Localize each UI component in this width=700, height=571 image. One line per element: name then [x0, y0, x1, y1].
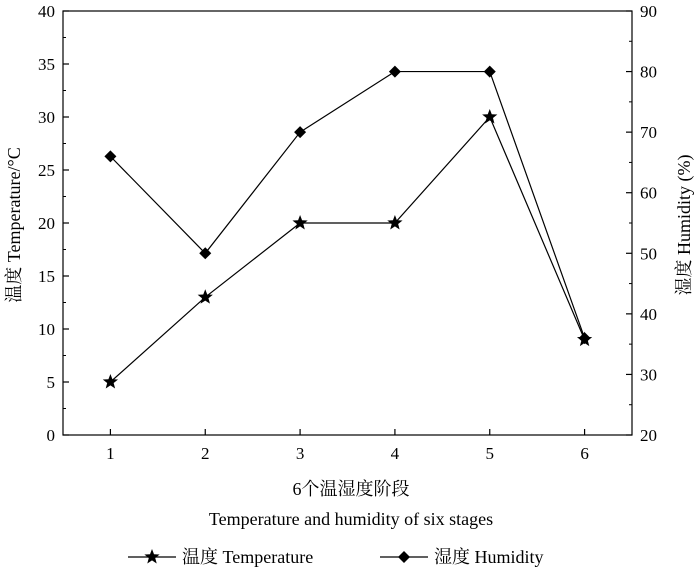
x-tick-label: 2	[201, 444, 210, 463]
x-tick-label: 4	[390, 444, 400, 463]
x-axis-title-cn: 6个温湿度阶段	[292, 479, 410, 499]
right-y-tick-label: 90	[640, 2, 657, 21]
x-tick-label: 6	[580, 444, 589, 463]
legend-item-temperature	[128, 547, 313, 567]
x-axis-ticks	[106, 429, 589, 463]
left-y-tick-label: 15	[38, 267, 55, 286]
right-y-tick-label: 60	[640, 183, 657, 203]
x-axis-title-en: Temperature and humidity of six stages	[208, 509, 494, 529]
left-y-axis-ticks	[38, 2, 69, 445]
data-point-humidity	[389, 66, 401, 78]
x-tick-label: 5	[485, 444, 494, 463]
legend-label-temperature: 温度 Temperature	[182, 547, 314, 567]
legend-star-icon	[144, 549, 159, 563]
left-y-tick-label: 40	[38, 2, 55, 21]
left-y-tick-label: 5	[46, 373, 55, 392]
data-point-humidity	[294, 126, 306, 138]
series-temperature	[103, 109, 592, 388]
series-line-temperature	[110, 117, 584, 382]
right-y-tick-label: 80	[640, 62, 657, 82]
y-axis-right-title: 湿度 Humidity (%)	[674, 154, 694, 296]
left-y-tick-label: 25	[38, 161, 55, 180]
legend-diamond-icon	[398, 551, 410, 563]
data-point-humidity	[579, 332, 591, 344]
right-y-tick-label: 30	[640, 365, 657, 385]
data-point-humidity	[484, 66, 496, 78]
left-y-tick-label: 35	[38, 55, 55, 74]
right-y-axis-ticks	[626, 2, 657, 445]
right-y-tick-label: 40	[640, 304, 657, 324]
x-tick-label: 1	[106, 444, 115, 463]
legend-item-humidity	[380, 547, 544, 567]
left-y-tick-label: 20	[38, 214, 55, 233]
data-point-temperature	[482, 109, 497, 123]
left-y-tick-label: 30	[38, 108, 55, 127]
data-point-temperature	[103, 374, 118, 388]
right-y-tick-label: 20	[640, 426, 657, 445]
right-y-tick-label: 50	[640, 244, 657, 264]
y-axis-left-title: 温度 Temperature/°C	[4, 147, 24, 303]
series-line-humidity	[110, 72, 584, 339]
right-y-tick-label: 70	[640, 123, 657, 143]
left-y-tick-label: 10	[38, 320, 55, 339]
series-layer	[103, 66, 592, 389]
legend-label-humidity: 湿度 Humidity	[434, 547, 544, 567]
series-humidity	[104, 66, 590, 345]
x-tick-label: 3	[295, 444, 305, 463]
legend	[128, 547, 544, 567]
left-y-tick-label: 0	[46, 426, 55, 445]
